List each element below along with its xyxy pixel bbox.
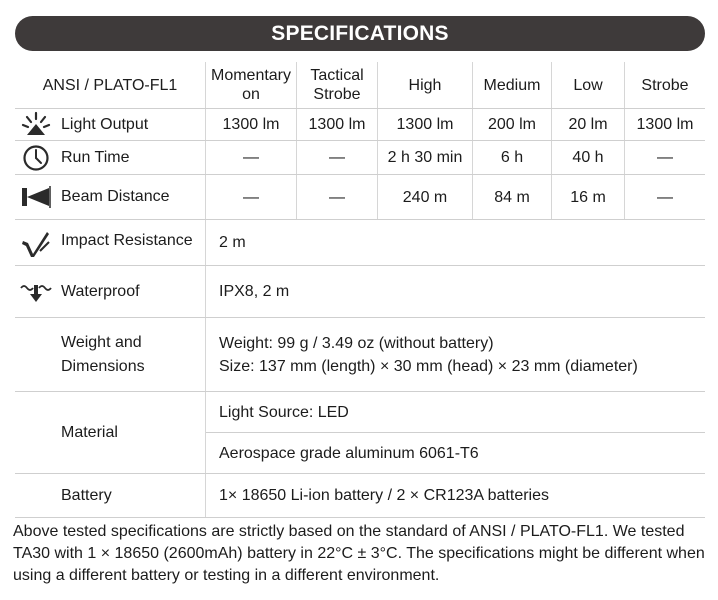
light-output-high: 1300 lm <box>396 116 454 133</box>
run-time-high: 2 h 30 min <box>387 149 463 166</box>
clock-icon <box>19 144 53 172</box>
table-header-row <box>15 62 705 109</box>
run-time-row <box>15 141 705 175</box>
beam-distance-strobe: — <box>657 188 673 206</box>
run-time-medium: 6 h <box>500 149 524 166</box>
impact-resistance-label: Impact Resistance <box>61 232 193 249</box>
impact-resistance-row <box>15 220 705 266</box>
beam-distance-low: 16 m <box>570 188 606 206</box>
light-output-medium: 200 lm <box>487 116 537 133</box>
weight-dimensions-values <box>219 318 638 391</box>
light-output-tactical: 1300 lm <box>308 116 366 133</box>
waterproof-icon <box>19 278 53 306</box>
light-output-low: 20 lm <box>568 116 608 133</box>
run-time-tactical: — <box>329 149 345 166</box>
run-time-low: 40 h <box>572 149 604 166</box>
specifications-banner: SPECIFICATIONS <box>15 16 705 51</box>
beam-distance-label: Beam Distance <box>61 188 170 205</box>
waterproof-value: IPX8, 2 m <box>219 283 290 300</box>
specification-note: Above tested specifications are strictly based on the standard of ANSI / PLATO-FL1. We tested TA30 with 1 × 18650 (2600mAh) battery in 22°C ± 3°C. The specifications might be different when using a different battery or testing in a different environment. <box>13 523 705 584</box>
run-time-label: Run Time <box>61 148 130 166</box>
mode-header-high: High <box>408 76 442 94</box>
waterproof-row <box>15 266 705 318</box>
impact-icon <box>19 229 53 257</box>
material-light-source: Light Source: LED <box>219 403 349 421</box>
weight-value: Weight: 99 g / 3.49 oz (without battery) <box>219 334 494 352</box>
material-label: Material <box>61 423 118 441</box>
mode-header-momentary: Momentary on <box>210 67 292 103</box>
material-body: Aerospace grade aluminum 6061-T6 <box>219 444 479 462</box>
beam-distance-tactical: — <box>329 188 345 206</box>
beam-distance-icon <box>19 183 53 211</box>
beam-distance-row <box>15 175 705 220</box>
beam-distance-momentary: — <box>243 188 259 206</box>
light-output-momentary: 1300 lm <box>222 116 280 133</box>
light-output-icon <box>19 111 53 139</box>
beam-distance-medium: 84 m <box>494 188 530 206</box>
impact-resistance-value: 2 m <box>219 234 246 251</box>
mode-header-tactical: Tactical Strobe <box>310 67 364 103</box>
light-output-label: Light Output <box>61 115 149 133</box>
size-value: Size: 137 mm (length) × 30 mm (head) × 23 mm (diameter) <box>219 357 638 375</box>
mode-header-strobe: Strobe <box>641 76 689 94</box>
battery-label: Battery <box>61 486 112 504</box>
light-output-strobe: 1300 lm <box>636 116 694 133</box>
run-time-strobe: — <box>657 149 673 166</box>
weight-label-line1: Weight and <box>61 333 142 351</box>
battery-value: 1× 18650 Li-ion battery / 2 × CR123A batteries <box>219 487 549 504</box>
light-output-row <box>15 109 705 141</box>
mode-header-low: Low <box>573 76 603 94</box>
weight-dimensions-label <box>61 318 145 391</box>
mode-header-medium: Medium <box>483 76 541 94</box>
weight-label-line2: Dimensions <box>61 357 145 375</box>
beam-distance-high: 240 m <box>402 188 448 206</box>
waterproof-label: Waterproof <box>61 282 140 300</box>
battery-row <box>15 474 705 518</box>
standard-header: ANSI / PLATO-FL1 <box>42 76 178 94</box>
material-row <box>15 392 705 474</box>
weight-dimensions-row <box>15 318 705 392</box>
run-time-momentary: — <box>243 149 259 166</box>
